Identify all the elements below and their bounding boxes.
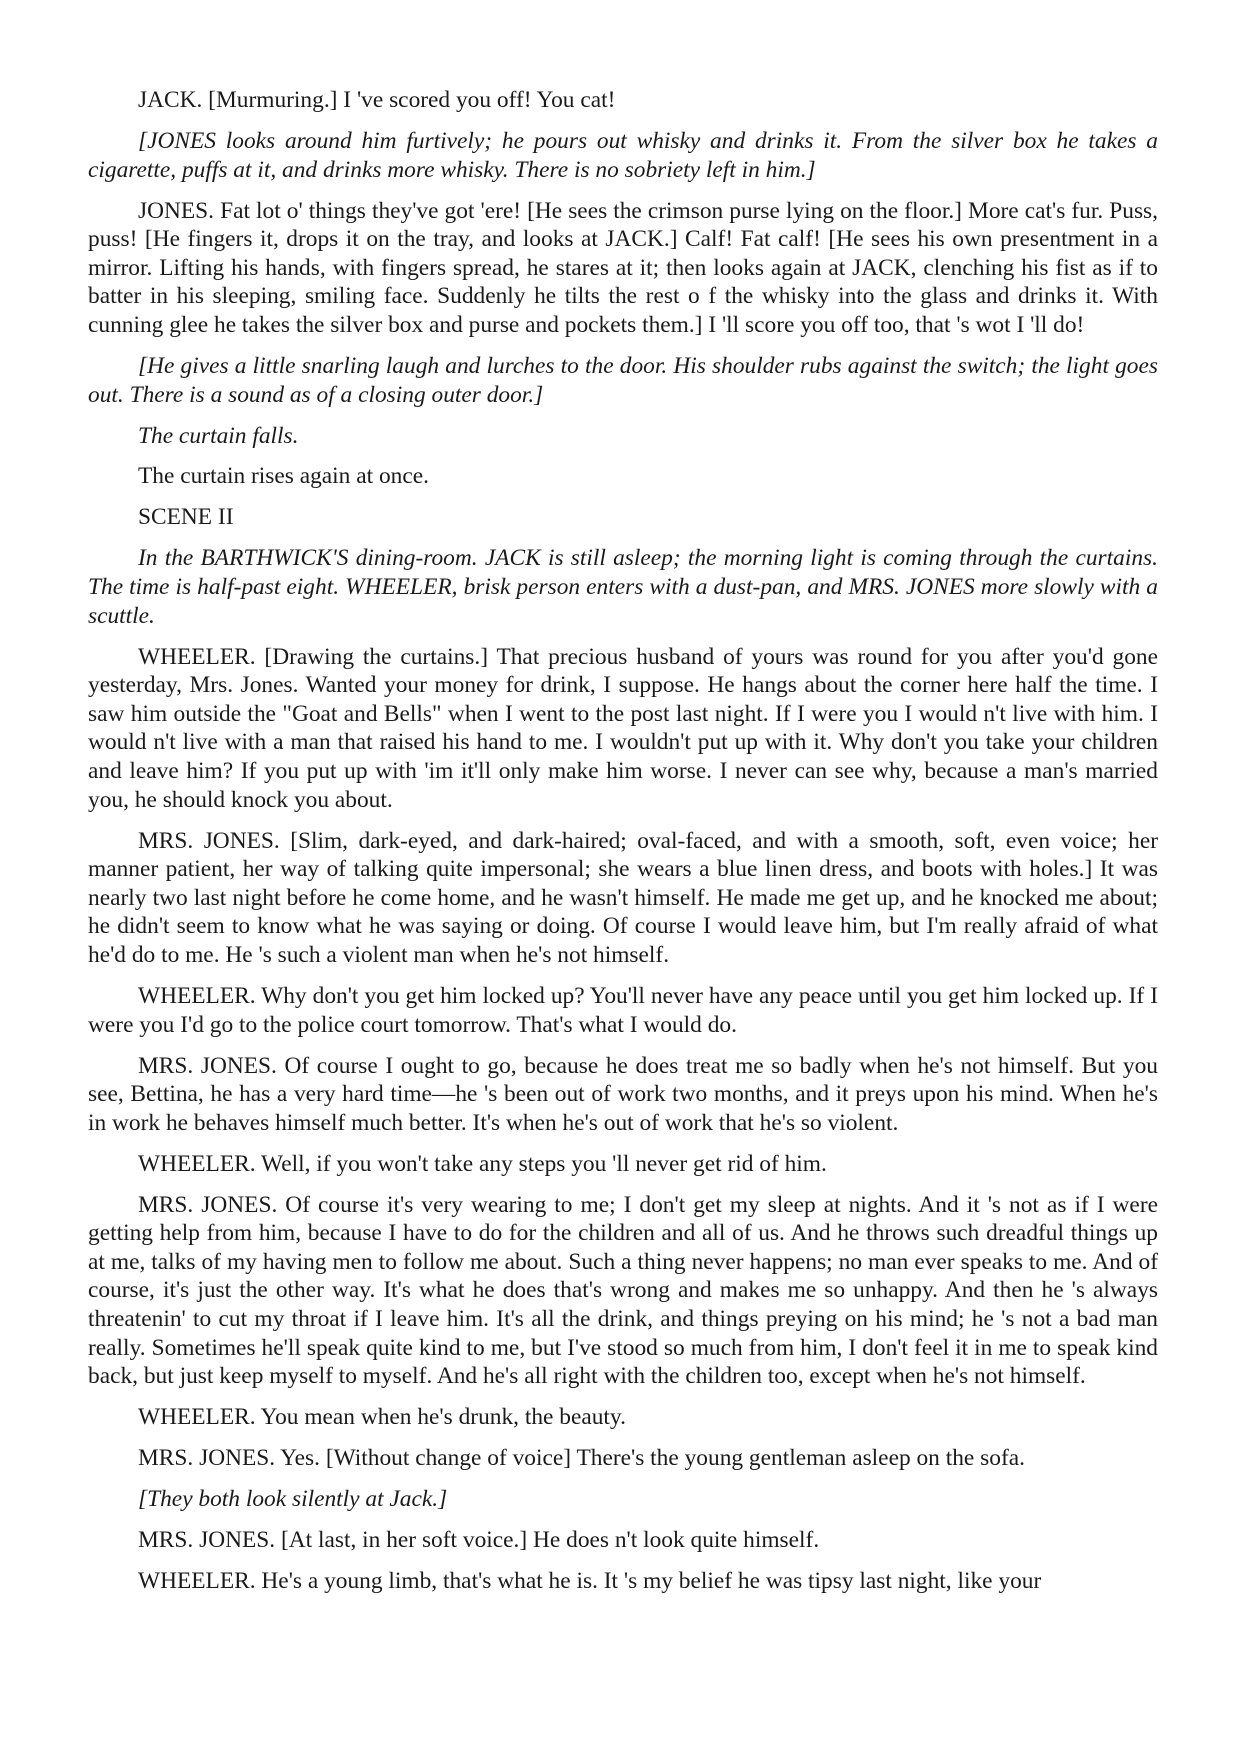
paragraph-mrs-jones-soft-voice: MRS. JONES. [At last, in her soft voice.] He does n't look quite himself. <box>138 1527 820 1554</box>
paragraph-wheeler-steps: WHEELER. Well, if you won't take any steps you 'll never get rid of him. <box>138 1150 827 1177</box>
scene-heading: SCENE II <box>138 504 234 531</box>
paragraph-mrs-jones-ought-to-go: MRS. JONES. Of course I ought to go, because he does treat me so badly when he's not himself. But you see, Bettina, he has a very hard time—he 's been out of work two months, and it preys upon his mind. When he's in work he behaves himself much better. It's when he's out of work that he's so violent. <box>88 1052 1158 1136</box>
stage-direction-jones-whisky: [JONES looks around him furtively; he pours out whisky and drinks it. From the silver box he takes a cigarette, puffs at it, and drinks more whisky. There is no sobriety left in him.] <box>88 127 1158 183</box>
paragraph-curtain-rises: The curtain rises again at once. <box>138 463 429 490</box>
stage-direction-look-at-jack: [They both look silently at Jack.] <box>138 1486 448 1513</box>
paragraph-mrs-jones-sofa: MRS. JONES. Yes. [Without change of voice] There's the young gentleman asleep on the sofa. <box>138 1445 1025 1472</box>
paragraph-mrs-jones-description: MRS. JONES. [Slim, dark-eyed, and dark-haired; oval-faced, and with a smooth, soft, even voice; her manner patient, her way of talking quite impersonal; she wears a blue linen dress, and boots with holes.] It was nearly two last night before he come home, and he wasn't himself. He made me get up, and he knocked me about; he didn't seem to know what he was saying or doing. Of course I would leave him, but I'm really afraid of what he'd do to me. He 's such a violent man when he's not himself. <box>88 827 1158 968</box>
stage-direction-jones-exit: [He gives a little snarling laugh and lurches to the door. His shoulder rubs against the switch; the light goes out. There is a sound as of a closing outer door.] <box>88 352 1158 408</box>
paragraph-wheeler-locked-up: WHEELER. Why don't you get him locked up? You'll never have any peace until you get him locked up. If I were you I'd go to the police court tomorrow. That's what I would do. <box>88 982 1158 1038</box>
paragraph-mrs-jones-wearing: MRS. JONES. Of course it's very wearing to me; I don't get my sleep at nights. And it 's not as if I were getting help from him, because I have to do for the children and all of us. And he throws such dreadful things up at me, talks of my having men to follow me about. Such a thing never happens; no man ever speaks to me. And of course, it's just the other way. It's what he does that's wrong and makes me so unhappy. And then he 's always threatenin' to cut my throat if I leave him. It's all the drink, and things preying on his mind; he 's not a bad man really. Sometimes he'll speak quite kind to me, but I've stood so much from him, I don't feel it in me to speak kind back, but just keep myself to myself. And he's all right with the children too, except when he's not himself. <box>88 1191 1158 1390</box>
document-page <box>88 86 1158 1596</box>
paragraph-wheeler-drunk: WHEELER. You mean when he's drunk, the beauty. <box>138 1404 626 1431</box>
paragraph-jack-murmuring: JACK. [Murmuring.] I 've scored you off! You cat! <box>138 87 616 113</box>
paragraph-wheeler-young-limb: WHEELER. He's a young limb, that's what he is. It 's my belief he was tipsy last night, like your <box>138 1568 1042 1595</box>
paragraph-jones-speech: JONES. Fat lot o' things they've got 'ere! [He sees the crimson purse lying on the floor.] More cat's fur. Puss, puss! [He fingers it, drops it on the tray, and looks at JACK.] Calf! Fat calf! [He sees his own presentment in a mirror. Lifting his hands, with fingers spread, he stares at it; then looks again at JACK, clenching his fist as if to batter in his sleeping, smiling face. Suddenly he tilts the rest o f the whisky into the glass and drinks it. With cunning glee he takes the silver box and purse and pockets them.] I 'll score you off too, that 's wot I 'll do! <box>88 197 1158 338</box>
stage-direction-scene-setting: In the BARTHWICK'S dining-room. JACK is still asleep; the morning light is coming through the curtains. The time is half-past eight. WHEELER, brisk person enters with a dust-pan, and MRS. JONES more slowly with a scuttle. <box>88 545 1158 629</box>
paragraph-wheeler-curtains: WHEELER. [Drawing the curtains.] That precious husband of yours was round for you after you'd gone yesterday, Mrs. Jones. Wanted your money for drink, I suppose. He hangs about the corner here half the time. I saw him outside the "Goat and Bells" when I went to the post last night. If I were you I would n't live with him. I would n't live with a man that raised his hand to me. I wouldn't put up with it. Why don't you take your children and leave him? If you put up with 'im it'll only make him worse. I never can see why, because a man's married you, he should knock you about. <box>88 643 1158 813</box>
stage-direction-curtain-falls: The curtain falls. <box>138 422 299 449</box>
